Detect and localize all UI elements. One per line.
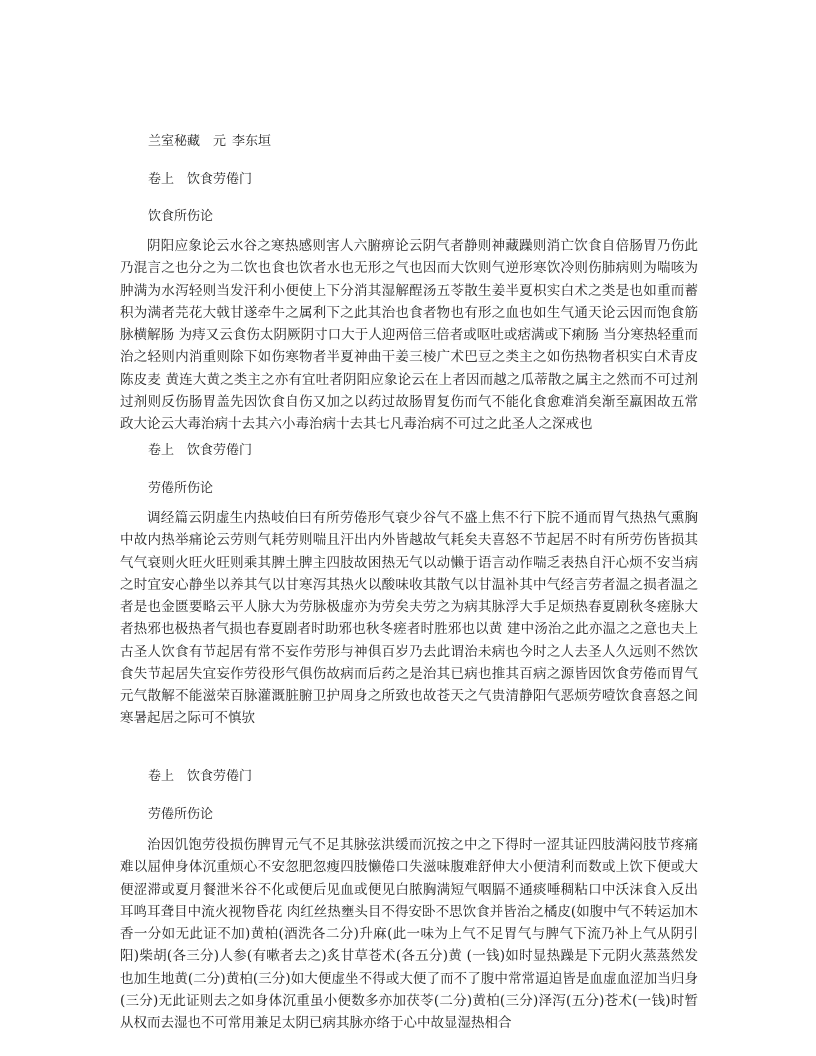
section-heading: [148, 172, 252, 187]
volume-label: 卷上: [148, 443, 175, 458]
author: 李东垣: [232, 134, 272, 149]
chapter-label: 饮食劳倦门: [187, 443, 253, 458]
volume-label: 卷上: [148, 172, 175, 187]
book-title: 兰室秘藏: [148, 134, 201, 149]
chapter-label: 饮食劳倦门: [187, 172, 253, 187]
dynasty: 元: [213, 134, 227, 149]
chapter-label: 饮食劳倦门: [187, 769, 253, 784]
book-header: [148, 134, 271, 149]
volume-label: 卷上: [148, 769, 175, 784]
section-body: 治因饥饱劳役损伤脾胃元气不足其脉弦洪缓而沉按之中之下得时一涩其证四肢满闷肢节疼痛难以屈伸身体沉重烦心不安忽肥忽瘦四肢懒倦口失滋味腹难舒伸大小便清利而数或上饮下便或大便涩滞或夏月餐泄米谷不化或便后见血或便见白脓胸满短气咽膈不通痰唾稠粘口中沃沫食入反出耳鸣耳聋目中流火视物昏花 肉红丝热壅头目不得安卧不思饮食并皆治之橘皮(如腹中气不转运加木香一分如无此证不加)黄柏(酒洗各二分)升麻(此一味为上气不足胃气与脾气下流乃补上气从阴引阳)柴胡(各三分)人参(有嗽者去之)炙甘草苍术(各五分)黄 (一钱)如时显热躁是下元阴火蒸蒸然发也加生地黄(二分)黄柏(三分)如大便虚坐不得或大便了而不了腹中常常逼迫皆是血虚血涩加当归身(三分)无此证则去之如身体沉重虽小便数多亦加茯苓(二分)黄柏(三分)泽泻(五分)苍术(一钱)时暂从权而去湿也不可常用兼足太阴已病其脉亦络于心中故显湿热相合: [120, 837, 698, 1031]
section-title: 饮食所伤论: [148, 209, 214, 224]
section-title: 劳倦所伤论: [148, 807, 214, 822]
section-heading: [148, 443, 252, 458]
section-body: 阴阳应象论云水谷之寒热感则害人六腑痹论云阴气者静则神藏躁则消亡饮食自倍肠胃乃伤此乃混言之也分之为二饮也食也饮者水也无形之气也因而大饮则气逆形寒饮冷则伤肺病则为喘咳为肿满为水泻轻则当发汗利小便使上下分消其湿解酲汤五苓散生姜半夏枳实白术之类是也如重而蓄积为满者芫花大戟甘遂牵牛之属利下之此其治也食者物也有形之血也如生气通天论云因而饱食筋脉横解肠 为痔又云食伤太阴厥阴寸口大于人迎两倍三倍者或呕吐或痞满或下痢肠 当分寒热轻重而治之轻则内消重则除下如伤寒物者半夏神曲干姜三棱广术巴豆之类主之如伤热物者枳实白术青皮陈皮麦 黄连大黄之类主之亦有宜吐者阴阳应象论云在上者因而越之瓜蒂散之属主之然而不可过剂过剂则反伤肠胃盖先因饮食自伤又加之以药过故肠胃复伤而气不能化食愈难消矣渐至羸困故五常政大论云大毒治病十去其六小毒治病十去其七凡毒治病不可过之此圣人之深戒也: [120, 238, 698, 432]
section-body: 调经篇云阴虚生内热岐伯曰有所劳倦形气衰少谷气不盛上焦不行下脘不通而胃气热热气熏胸中故内热举痛论云劳则气耗劳则喘且汗出内外皆越故气耗矣夫喜怒不节起居不时有所劳伤皆损其气气衰则火旺火旺则乘其脾土脾主四肢故困热无气以动懒于语言动作喘乏表热自汗心烦不安当病之时宜安心静坐以养其气以甘寒泻其热火以酸味收其散气以甘温补其中气经言劳者温之损者温之者是也金匮要略云平人脉大为劳脉极虚亦为劳矣夫劳之为病其脉浮大手足烦热春夏剧秋冬瘥脉大者热邪也极热者气损也春夏剧者时助邪也秋冬瘥者时胜邪也以黄 建中汤治之此亦温之之意也夫上古圣人饮食有节起居有常不妄作劳形与神俱百岁乃去此谓治未病也今时之人去圣人久远则不然饮食失节起居失宜妄作劳役形气俱伤故病而后药之是治其已病也推其百病之源皆因饮食劳倦而胃气元气散解不能滋荣百脉灌溉脏腑卫护周身之所致也故苍天之气贵清静阳气恶烦劳噎饮食喜怒之间寒暑起居之际可不慎欤: [120, 510, 698, 727]
section-title: 劳倦所伤论: [148, 481, 214, 496]
section-heading: [148, 769, 252, 784]
